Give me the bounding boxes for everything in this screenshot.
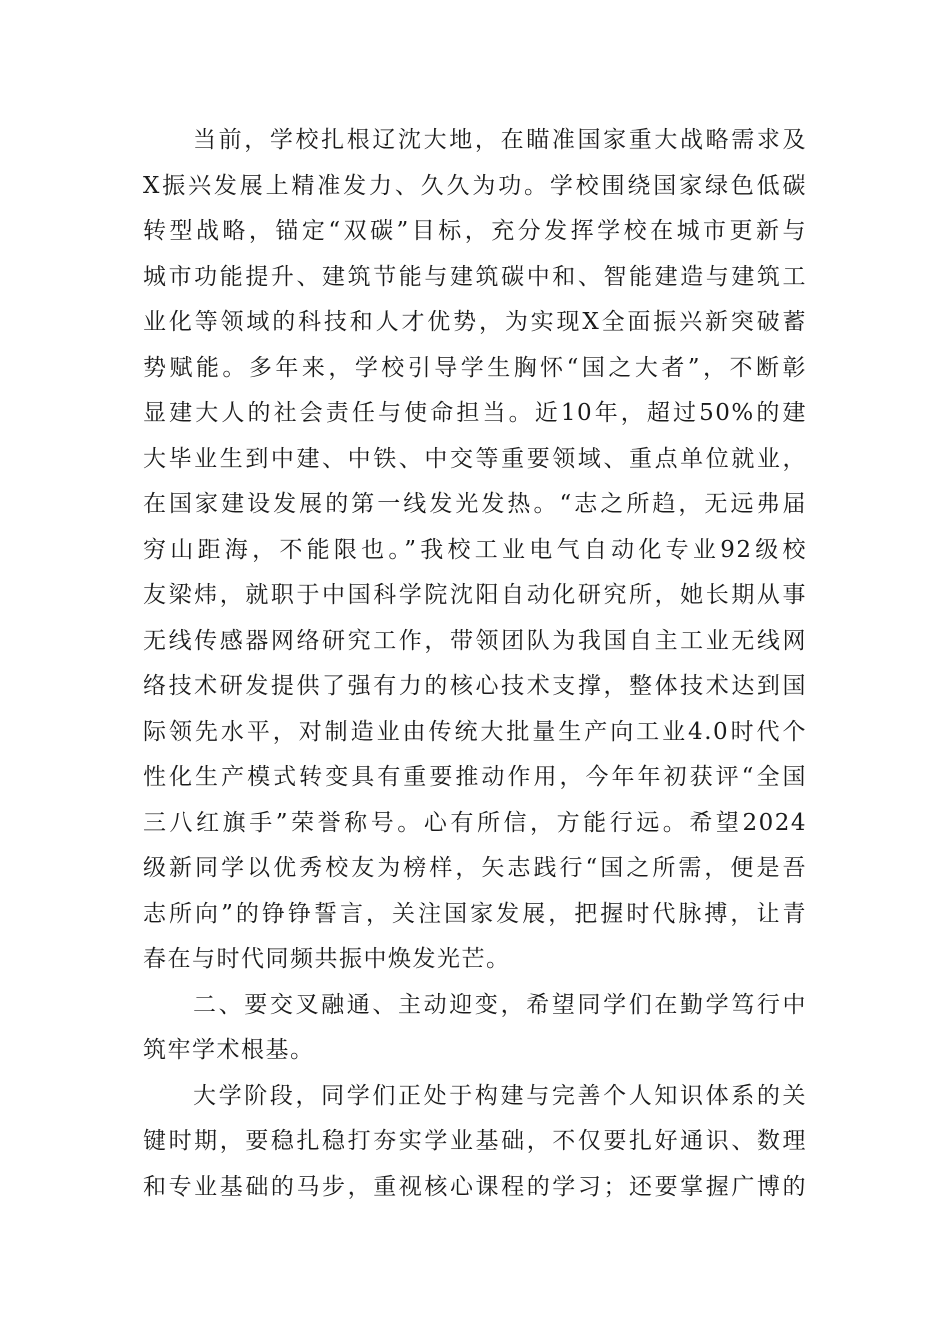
document-body <box>143 118 807 1210</box>
paragraph-line: 键时期，要稳扎稳打夯实学业基础，不仅要扎好通识、数理 <box>143 1128 807 1154</box>
paragraph-line: 显建大人的社会责任与使命担当。近10年，超过50%的建 <box>143 400 807 426</box>
paragraph-line: 志所向”的铮铮誓言，关注国家发展，把握时代脉搏，让青 <box>143 900 807 927</box>
paragraph-line: 在国家建设发展的第一线发光发热。“志之所趋，无远弗届 <box>143 491 807 517</box>
paragraph-line: 际领先水平，对制造业由传统大批量生产向工业4.0时代个 <box>143 718 807 745</box>
paragraph-line: 无线传感器网络研究工作，带领团队为我国自主工业无线网 <box>143 627 807 654</box>
paragraph-line: 络技术研发提供了强有力的核心技术支撑，整体技术达到国 <box>143 673 807 699</box>
paragraph-line: 大学阶段，同学们正处于构建与完善个人知识体系的关 <box>193 1082 807 1109</box>
section-heading-line: 筑牢学术根基。 <box>143 1037 315 1063</box>
paragraph-line: 转型战略，锚定“双碳”目标，充分发挥学校在城市更新与 <box>143 218 807 244</box>
section-heading-line: 二、要交叉融通、主动迎变，希望同学们在勤学笃行中 <box>193 991 807 1018</box>
paragraph-line: 当前，学校扎根辽沈大地，在瞄准国家重大战略需求及 <box>193 127 807 153</box>
paragraph-line: 和专业基础的马步，重视核心课程的学习；还要掌握广博的 <box>143 1173 807 1200</box>
paragraph-line: 穷山距海，不能限也。”我校工业电气自动化专业92级校 <box>143 536 807 563</box>
paragraph-line: 性化生产模式转变具有重要推动作用，今年年初获评“全国 <box>143 764 807 790</box>
paragraph-line: 大毕业生到中建、中铁、中交等重要领域、重点单位就业， <box>143 445 807 472</box>
paragraph-line: X振兴发展上精准发力、久久为功。学校围绕国家绿色低碳 <box>143 172 807 199</box>
paragraph-line: 城市功能提升、建筑节能与建筑碳中和、智能建造与建筑工 <box>143 263 807 290</box>
paragraph-line: 级新同学以优秀校友为榜样，矢志践行“国之所需，便是吾 <box>143 855 807 881</box>
paragraph-line: 友梁炜，就职于中国科学院沈阳自动化研究所，她长期从事 <box>143 582 807 608</box>
paragraph-line: 势赋能。多年来，学校引导学生胸怀“国之大者”，不断彰 <box>143 354 807 381</box>
paragraph-line: 三八红旗手”荣誉称号。心有所信，方能行远。希望2024 <box>143 809 807 836</box>
paragraph-line: 春在与时代同频共振中焕发光芒。 <box>143 946 511 972</box>
paragraph-line: 业化等领域的科技和人才优势，为实现X全面振兴新突破蓄 <box>143 309 807 335</box>
